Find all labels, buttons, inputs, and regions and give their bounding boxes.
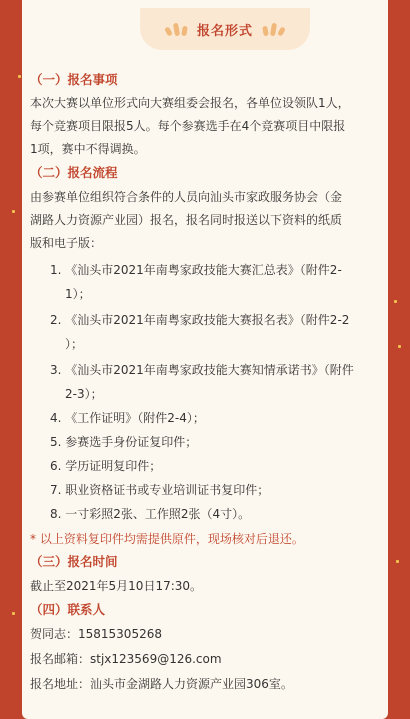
paragraph-line: 每个竞赛项目限报5人。每个参赛选手在4个竞赛项目中限报 <box>30 119 346 133</box>
page-title: 报名形式 <box>196 23 253 39</box>
contact-address: 报名地址：汕头市金湖路人力资源产业园306室。 <box>30 677 293 691</box>
content-card <box>22 0 388 719</box>
confetti-dot <box>18 75 21 78</box>
note-text: * 以上资料复印件均需提供原件，现场核对后退还。 <box>30 532 304 546</box>
paragraph-line: 湖路人力资源产业园）报名，报名同时报送以下资料的纸质 <box>30 213 343 227</box>
list-item-continuation: 2-3）； <box>65 387 103 401</box>
list-item: 1. 《汕头市2021年南粤家政技能大赛汇总表》（附件2- <box>50 263 342 277</box>
section3-heading: （三）报名时间 <box>30 554 118 569</box>
confetti-dot <box>12 612 15 615</box>
contact-email: 报名邮箱：stjx123569@126.com <box>30 652 222 666</box>
list-item: 5. 参赛选手身份证复印件； <box>50 435 198 449</box>
paragraph-line: 1项，赛中不得调换。 <box>30 142 146 156</box>
list-item-continuation: 1）； <box>65 287 91 301</box>
section2-heading: （二）报名流程 <box>30 165 118 180</box>
list-item: 2. 《汕头市2021年南粤家政技能大赛报名表》（附件2-2 <box>50 313 350 327</box>
confetti-dot <box>396 560 399 563</box>
list-item: 6. 学历证明复印件； <box>50 459 162 473</box>
paragraph-line: 版和电子版： <box>30 236 103 250</box>
list-item: 3. 《汕头市2021年南粤家政技能大赛知情承诺书》（附件 <box>50 363 354 377</box>
list-item: 4. 《工作证明》（附件2-4）； <box>50 411 205 425</box>
title-banner <box>140 8 310 50</box>
contact-phone: 贺同志：15815305268 <box>30 627 162 641</box>
confetti-dot <box>12 210 15 213</box>
confetti-dot <box>398 345 401 348</box>
section4-heading: （四）联系人 <box>30 602 106 617</box>
section1-heading: （一）报名事项 <box>30 72 118 87</box>
deadline-text: 截止至2021年5月10日17:30。 <box>30 579 203 593</box>
right-decoration-icon <box>263 23 284 36</box>
left-decoration-icon <box>166 23 187 36</box>
list-item: 7. 职业资格证书或专业培训证书复印件； <box>50 483 270 497</box>
paragraph-line: 本次大赛以单位形式向大赛组委会报名，各单位设领队1人， <box>30 96 350 110</box>
paragraph-line: 由参赛单位组织符合条件的人员向汕头市家政服务协会（金 <box>30 190 343 204</box>
list-item-continuation: ）； <box>65 337 84 351</box>
confetti-dot <box>394 300 397 303</box>
list-item: 8. 一寸彩照2张、工作照2张（4寸）。 <box>50 507 251 521</box>
